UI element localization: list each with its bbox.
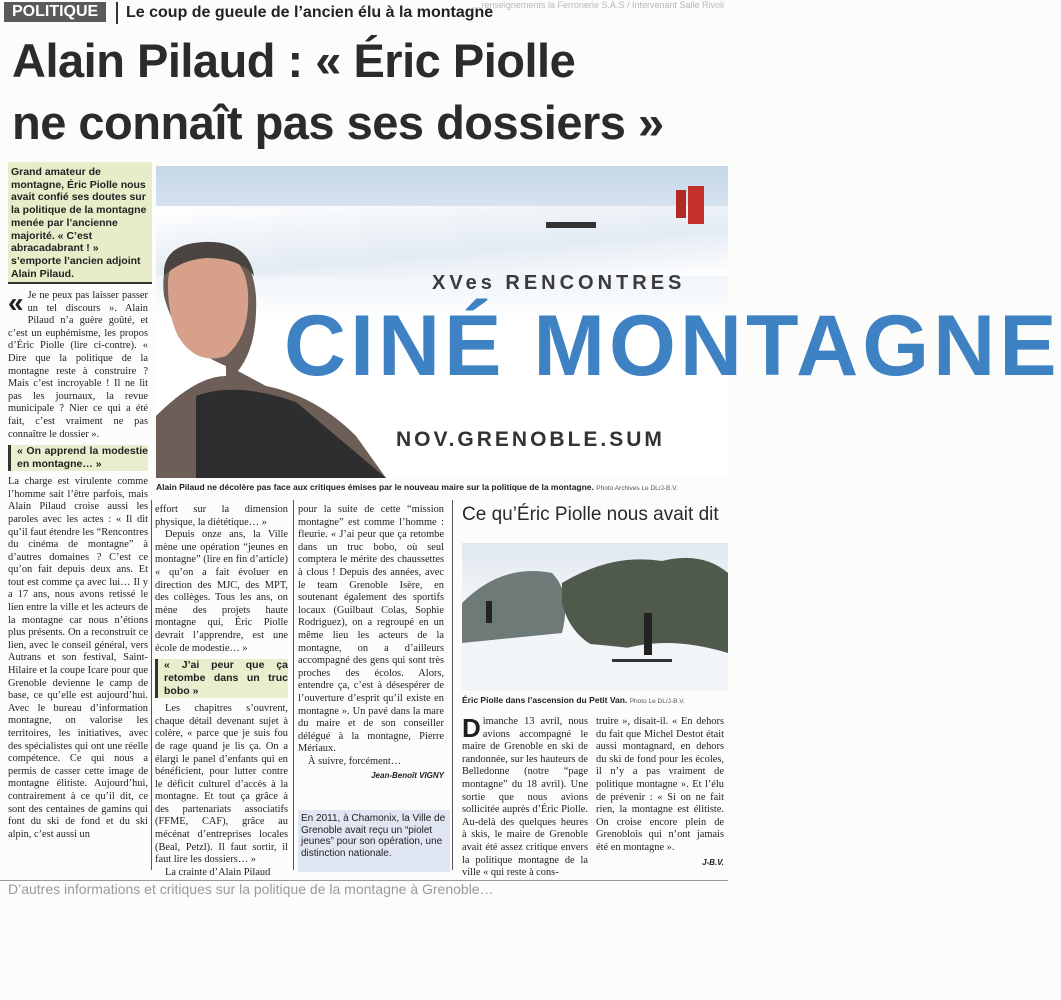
column-divider: [293, 500, 294, 870]
sidebar-paragraph: imanche 13 avril, nous avions accompagné le maire de Grenoble en ski de randonnée, sur les hauteurs de Belledonne (notre “page montagne” du 18 avril). Une sortie que nous avions sollicitée auprès d’Éric Piolle. Au-delà des quelques heures à skis, le maire de Grenoble avait été assez critique envers la politique montagne de la ville « qui reste à cons-: [462, 716, 588, 879]
sidebar-column-b: [596, 716, 724, 869]
kicker: Le coup de gueule de l’ancien élu à la montagne: [116, 2, 493, 24]
subhead-1: « On apprend la modestie en montagne… »: [8, 445, 148, 471]
next-article-ghost-text: D’autres informations et critiques sur la politique de la montagne à Grenoble…: [8, 881, 494, 897]
banner-line-3: NOV.GRENOBLE.SUM: [396, 428, 665, 451]
skier-figure: [644, 613, 652, 655]
banner-line-1: XVes RENCONTRES: [432, 272, 686, 294]
body-paragraph: La charge est virulente comme l’homme sait l’être parfois, mais Alain Pilaud croise aussi les paroles avec les actes : « Il dit qu’il faut étendre les “Rencontres du cinéma de montagne” à d’autres domaines ? C’est ce qu’on fait depuis deux ans. Et tout est comme ça avec lui… Il y a 17 ans, nous avons retissé le lien entre la ville et les acteurs de la montagne car nous n’étions plus présents. On a reconstruit ce lien, avec le conseil général, vers Autrans et son festival, Saint-Hilaire et la coupe Icare pour que Grenoble devienne le camp de base, ce qu’elle est aujourd’hui. Avec le bureau d’information montagne, on valorise les territoires, les initiatives, avec des spécialistes qui ont une réelle compétence. Ce qui nous a permis de casser cette image de montagne élitiste. Aujourd’hui, contrairement à ce qu’il dit, ce sont des centaines de gamins qui font du ski de fond et du ski alpin, c’est aussi un: [8, 476, 148, 840]
lead-paragraph: Je ne peux pas laisser passer un tel discours ». Alain Pilaud n’a guère goûté, et c’est un euphémisme, les propos d’Éric Piolle (lire ci-contre). « Dire que la politique de la montagne reste à construire ? Mais c’est incroyable ! Il ne lit pas les journaux, la revue municipale ? Nier ce qui a été fait, c’est vraiment ne pas connaître le dossier ».: [8, 290, 148, 440]
snow-field: [462, 641, 728, 692]
subhead-2: « J’ai peur que ça retombe dans un truc bobo »: [155, 659, 288, 698]
ski-photo-caption: [462, 695, 728, 705]
sidebar-title: Ce qu’Éric Piolle nous avait dit: [462, 504, 719, 525]
photo-credit: Photo Archives Le DL/J-B.V.: [596, 485, 678, 492]
headline-line-2: ne connaît pas ses dossiers »: [12, 96, 664, 149]
body-paragraph: Les chapitres s’ouvrent, chaque détail devenant sujet à colère, « parce que je suis fou de rage quand je lis ça. On a élargi le panel d’enfants qui en bénéficient, pour lutter contre le déficit culturel d’accès à la montagne. Et tout ça grâce à des partenariats associatifs (FFME, CAF), grâce au mécénat d’entreprises locales (Beal, Petzl). Il faut sortir, il faut lire les dossiers… »: [155, 703, 288, 866]
column-divider: [452, 500, 453, 870]
photo-caption-text: Alain Pilaud ne décolère pas face aux critiques émises par le nouveau maire sur la politique de la montagne.: [156, 482, 594, 492]
opening-quote-mark: «: [8, 287, 24, 318]
headline: [12, 30, 727, 154]
mountain-rock: [462, 571, 565, 643]
ski-photo-credit: Photo Le DL/J-B.V.: [629, 698, 685, 705]
chapo: Grand amateur de montagne, Éric Piolle nous avait confié ses doutes sur la politique de la montagne menée par l’ancienne majorité. « C’est abracadabrant ! » s’emporte l’ancien adjoint Alain Pilaud.: [8, 162, 152, 284]
sidebar-paragraph: truire », disait-il. « En dehors du fait que Michel Destot était aussi montagnard, en dehors du ski de fond pour les écoles, il n’y a pas vraiment de politique montagne ». Et l’élu de prévenir : « Si on ne fait rien, la montagne est élitiste. On croise encore plein de Grenoblois qui n’ont jamais été en montagne ».: [596, 716, 724, 853]
sidebar-column-a: [462, 713, 588, 880]
skier-figure: [486, 601, 492, 623]
skis: [612, 659, 672, 662]
body-paragraph: effort sur la dimension physique, la diététique… »: [155, 504, 288, 528]
body-paragraph: pour la suite de cette “mission montagne” est comme l’homme : fleurie. « J’ai peur que ça retombe dans un truc bobo, où seul comptera le mérite des chaussettes à clous ! Depuis des années, avec le team Grenoble Isère, en soutenant également des sportifs locaux (Guilbaut Colas, Sophie Rodriguez), on a regroupé en un même lieu les acteurs de la montagne, on a d’ailleurs accompagné des gens qui sont très proches des écolos. Alors, entendre ça, c’est à désespérer de l’ouverture d’esprit qu’il existe en montagne ». Un pavé dans la mare du maire et de son conseiller délégué à la montagne, Pierre Mériaux.: [298, 504, 444, 755]
column-divider: [151, 500, 152, 870]
body-paragraph: La crainte d’Alain Pilaud: [165, 866, 271, 878]
body-paragraph: À suivre, forcément…: [308, 755, 402, 767]
article-column-1: [8, 287, 148, 841]
ski-photo-caption-text: Éric Piolle dans l’ascension du Petit Van.: [462, 695, 628, 705]
sidebar-signature: J-B.V.: [702, 857, 724, 867]
photo-caption: [156, 482, 728, 492]
headline-line-1: Alain Pilaud : « Éric Piolle: [12, 34, 576, 87]
article-column-2: [155, 504, 288, 879]
ski-photo: [462, 543, 728, 691]
body-paragraph: Depuis onze ans, la Ville mène une opération “jeunes en montagne” (lire en fin d’article) « qu’on a fait évoluer en direction des MJC, des MPT, des collèges. Tous les ans, on mène des projets haute montagne qui, Éric Piolle devrait l’apprendre, est une école de modestie… »: [155, 529, 288, 654]
main-photo: [156, 166, 1061, 478]
sled: [546, 222, 596, 228]
portrait-jacket: [196, 390, 386, 478]
drop-cap: D: [462, 713, 481, 743]
article-column-3: [298, 504, 444, 783]
ski-photo-illustration: [462, 543, 728, 691]
banner-line-2: CINÉ MONTAGNE: [284, 298, 1061, 394]
portrait-face: [168, 252, 248, 359]
info-box-2011: En 2011, à Chamonix, la Ville de Grenoble avait reçu un “piolet jeunes” pour son opération, une distinction nationale.: [298, 810, 450, 872]
climber-figure: [676, 190, 686, 218]
bleed-through-text: …renseignements la Ferronerie S.A.S / Intervenant Salle Rivoli: [472, 0, 724, 10]
author-signature: Jean-Benoît VIGNY: [371, 771, 444, 781]
climber-figure: [688, 186, 704, 224]
section-rubric: POLITIQUE: [4, 2, 106, 22]
